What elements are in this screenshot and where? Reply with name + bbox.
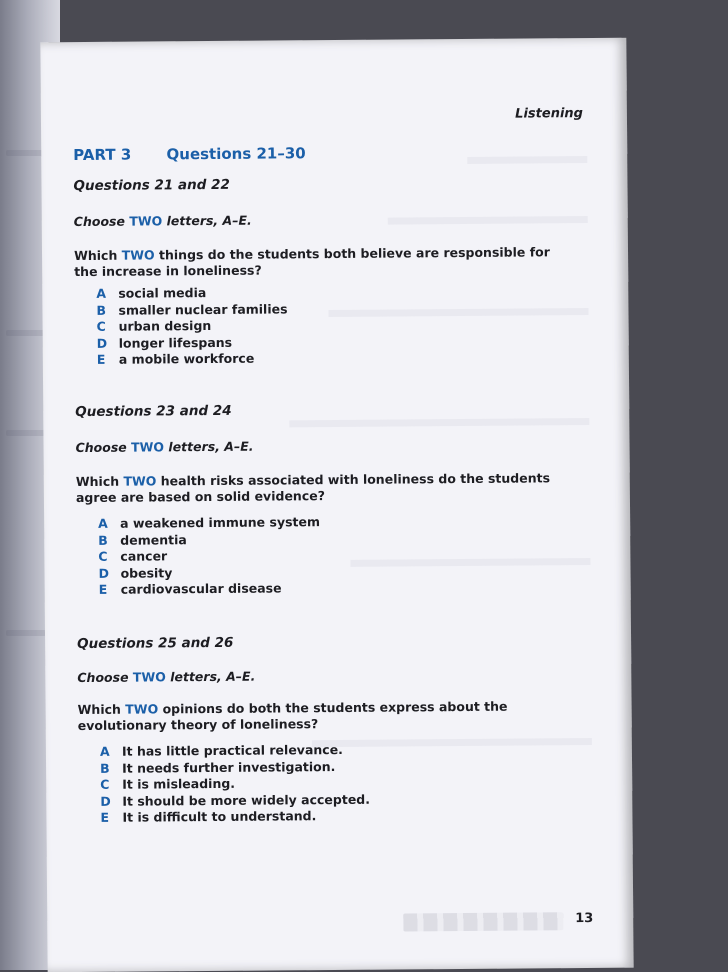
option-item <box>100 758 370 777</box>
question-emphasis: TWO <box>125 701 159 717</box>
option-letter: B <box>96 302 107 318</box>
group-instruction <box>77 669 255 685</box>
option-item <box>100 791 370 810</box>
question-part: Which <box>77 701 126 718</box>
group-heading: Questions 23 and 24 <box>75 402 232 421</box>
option-text: a weakened immune system <box>120 514 321 531</box>
instruction-emphasis: TWO <box>132 669 166 685</box>
question-part: Which <box>73 247 122 264</box>
show-through-text <box>328 308 588 317</box>
option-letter: E <box>96 351 106 367</box>
group-heading: Questions 25 and 26 <box>77 634 234 653</box>
option-text: cardiovascular disease <box>120 580 282 597</box>
option-letter: C <box>96 318 106 334</box>
option-letter: A <box>96 285 107 301</box>
question-text <box>78 698 578 734</box>
instruction-emphasis: TWO <box>131 439 165 455</box>
option-item <box>97 350 288 368</box>
page-number: 13 <box>575 911 594 927</box>
option-text: social media <box>118 285 207 301</box>
option-letter: E <box>98 581 108 597</box>
option-list <box>96 284 288 368</box>
group-instruction <box>74 213 252 229</box>
section-header: Listening <box>515 106 583 122</box>
part-heading <box>73 144 306 164</box>
option-text: longer lifespans <box>118 334 233 351</box>
option-text: It is misleading. <box>122 775 236 792</box>
option-text: It should be more widely accepted. <box>122 791 371 809</box>
instruction-emphasis: TWO <box>129 213 163 229</box>
instruction-text: letters, A–E. <box>165 668 256 685</box>
instruction-text: Choose <box>77 669 133 686</box>
option-letter: A <box>98 515 108 531</box>
option-letter: B <box>99 760 110 776</box>
option-list <box>100 742 370 827</box>
option-letter: E <box>100 809 110 825</box>
option-list <box>98 514 321 598</box>
option-text: smaller nuclear families <box>118 300 288 318</box>
part-label: PART 3 <box>73 145 132 165</box>
option-text: It needs further investigation. <box>121 758 336 776</box>
instruction-text: letters, A–E. <box>162 212 252 229</box>
option-item <box>97 317 288 335</box>
option-text: obesity <box>120 564 173 581</box>
option-item <box>96 284 287 302</box>
option-item <box>97 334 288 352</box>
instruction-text: Choose <box>73 213 130 230</box>
show-through-text <box>6 330 46 336</box>
question-part: opinions do both the students express about the evolutionary theory of loneliness? <box>77 698 508 734</box>
show-through-text <box>6 150 46 156</box>
question-text <box>76 470 576 506</box>
option-item <box>98 531 320 549</box>
group-heading: Questions 21 and 22 <box>73 176 230 195</box>
option-letter: D <box>100 793 111 809</box>
question-part: health risks associated with loneliness do the students agree are based on solid evidence? <box>75 470 551 506</box>
question-part: Which <box>75 473 124 490</box>
book-page <box>40 38 633 972</box>
question-text <box>74 244 574 280</box>
option-text: urban design <box>118 317 212 334</box>
instruction-text: Choose <box>75 439 132 456</box>
option-item <box>98 564 320 582</box>
show-through-text <box>6 430 46 436</box>
group-instruction <box>75 439 253 455</box>
option-letter: B <box>98 532 108 548</box>
option-text: It is difficult to understand. <box>122 808 317 825</box>
show-through-text <box>388 216 588 225</box>
option-item <box>98 547 320 565</box>
option-letter: D <box>98 565 109 581</box>
option-item <box>98 514 320 532</box>
option-letter: D <box>96 335 108 351</box>
question-part: things do the students both believe are responsible for the increase in loneliness? <box>74 244 550 280</box>
option-letter: C <box>98 548 108 564</box>
option-letter: A <box>99 743 110 759</box>
show-through-text <box>6 630 46 636</box>
show-through-text <box>289 418 589 427</box>
part-question-range: Questions 21–30 <box>166 144 306 164</box>
instruction-text: letters, A–E. <box>163 438 254 455</box>
option-letter: C <box>100 776 110 792</box>
option-text: cancer <box>120 548 168 564</box>
option-text: It has little practical relevance. <box>121 741 343 759</box>
option-text: dementia <box>120 531 187 548</box>
option-text: a mobile workforce <box>118 350 255 367</box>
option-item <box>96 301 287 319</box>
option-item <box>99 580 321 598</box>
show-through-text <box>467 156 587 164</box>
question-emphasis: TWO <box>121 247 155 263</box>
question-emphasis: TWO <box>123 473 157 489</box>
show-through-text <box>350 558 590 567</box>
option-item <box>100 808 370 827</box>
footer-watermark <box>403 912 563 931</box>
